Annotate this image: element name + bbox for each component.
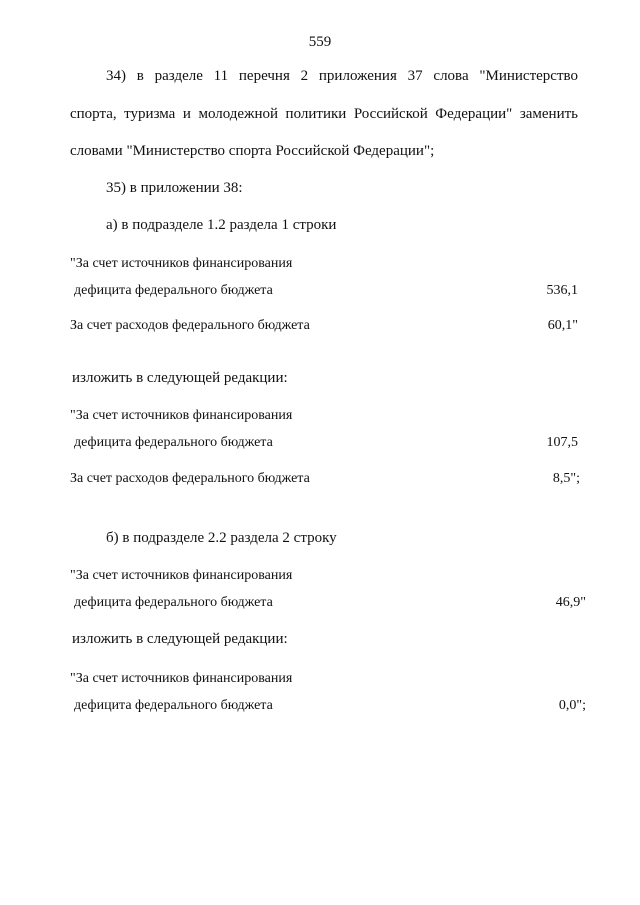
row-value: 0,0"; [558, 698, 586, 713]
sub-a-heading: а) в подразделе 1.2 раздела 1 строки [106, 217, 337, 233]
row-value: 107,5 [546, 435, 578, 450]
sub-b-replace-text: изложить в следующей редакции: [72, 631, 288, 647]
row-label: дефицита федерального бюджета [74, 435, 273, 450]
row-value: 8,5"; [552, 471, 580, 486]
sub-b-new-row1-line1 [70, 671, 580, 687]
row-label: "За счет источников финансирования [70, 568, 293, 583]
para35: 35) в приложении 38: [106, 180, 243, 196]
sub-b-heading: б) в подразделе 2.2 раздела 2 строку [106, 530, 337, 546]
row-label: За счет расходов федерального бюджета [70, 471, 310, 486]
row-label: дефицита федерального бюджета [74, 595, 273, 610]
sub-b-old-row1-line2 [70, 595, 586, 611]
para34-line2: спорта, туризма и молодежной политики Российской Федерации" заменить [70, 106, 578, 122]
sub-a-new-row1-line1 [70, 408, 580, 424]
sub-a-replace-text: изложить в следующей редакции: [72, 370, 288, 386]
sub-a-new-row2 [70, 471, 580, 487]
sub-a-old-row1-line1 [70, 256, 580, 272]
row-label: "За счет источников финансирования [70, 408, 293, 423]
row-value: 536,1 [546, 283, 578, 298]
para34-line3: словами "Министерство спорта Российской Федерации"; [70, 143, 435, 159]
page-number: 559 [308, 34, 332, 50]
sub-b-old-row1-line1 [70, 568, 580, 584]
row-value: 60,1" [547, 318, 578, 333]
row-label: дефицита федерального бюджета [74, 283, 273, 298]
row-value: 46,9" [555, 595, 586, 610]
row-label: "За счет источников финансирования [70, 671, 293, 686]
para34-line1: 34) в разделе 11 перечня 2 приложения 37 слова "Министерство [106, 68, 578, 84]
row-label: "За счет источников финансирования [70, 256, 293, 271]
row-label: За счет расходов федерального бюджета [70, 318, 310, 333]
sub-a-old-row2 [70, 318, 580, 334]
sub-a-new-row1-line2 [70, 435, 580, 451]
sub-b-new-row1-line2 [70, 698, 586, 714]
row-label: дефицита федерального бюджета [74, 698, 273, 713]
sub-a-old-row1-line2 [70, 283, 580, 299]
